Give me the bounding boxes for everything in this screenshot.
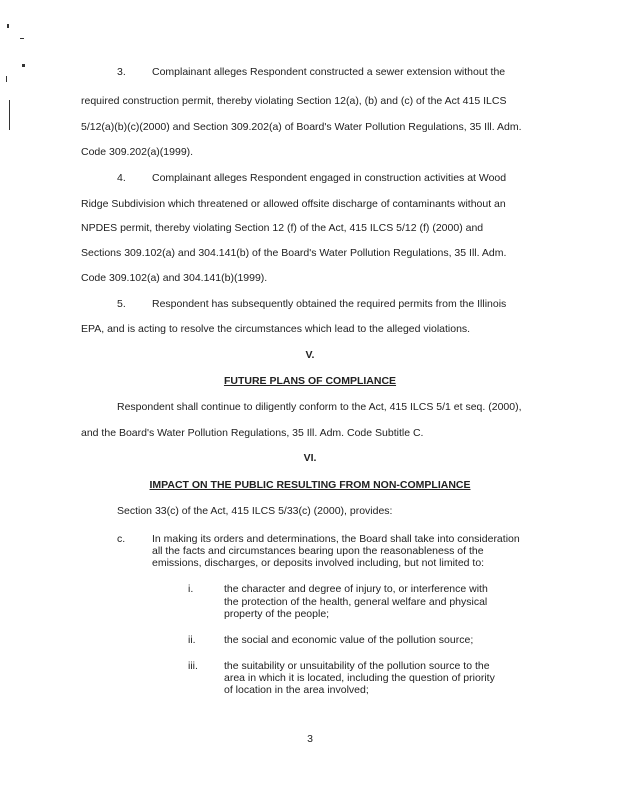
scan-mark [22, 64, 25, 67]
list-item-line: area in which it is located, including the question of priority [224, 672, 495, 684]
paragraph-number: 4. [117, 172, 126, 184]
paragraph-line: Code 309.102(a) and 304.141(b)(1999). [81, 272, 268, 284]
quote-line: In making its orders and determinations, the Board shall take into consideration [152, 533, 520, 545]
paragraph-line: Complainant alleges Respondent constructed a sewer extension without the [152, 66, 506, 78]
section-intro: Section 33(c) of the Act, 415 ILCS 5/33(c) (2000), provides: [117, 505, 393, 517]
paragraph-line: Respondent shall continue to diligently conform to the Act, 415 ILCS 5/1 et seq. (2000), [117, 401, 522, 413]
list-item-line: the suitability or unsuitability of the pollution source to the [224, 660, 490, 672]
paragraph-number: 5. [117, 298, 126, 310]
paragraph-line: NPDES permit, thereby violating Section 12 (f) of the Act, 415 ILCS 5/12 (f) (2000) and [81, 222, 484, 234]
scan-mark [7, 24, 9, 28]
list-item-number: ii. [188, 634, 196, 646]
paragraph-line: Respondent has subsequently obtained the required permits from the Illinois [152, 298, 507, 310]
section-heading: IMPACT ON THE PUBLIC RESULTING FROM NON-COMPLIANCE [149, 479, 471, 491]
paragraph-line: 5/12(a)(b)(c)(2000) and Section 309.202(a) of Board's Water Pollution Regulations, 35 Ill. Adm. [81, 121, 522, 133]
paragraph-line: Sections 309.102(a) and 304.141(b) of the Board's Water Pollution Regulations, 35 Ill. Adm. [81, 247, 507, 259]
paragraph-number: 3. [117, 66, 126, 78]
section-heading: FUTURE PLANS OF COMPLIANCE [223, 375, 397, 387]
list-item-number: iii. [188, 660, 198, 672]
paragraph-line: Complainant alleges Respondent engaged in construction activities at Wood [152, 172, 507, 184]
list-item-line: the social and economic value of the pollution source; [224, 634, 474, 646]
scan-mark [20, 38, 24, 39]
quote-label: c. [117, 533, 126, 545]
quote-line: all the facts and circumstances bearing upon the reasonableness of the [152, 545, 484, 557]
paragraph-line: Code 309.202(a)(1999). [81, 146, 194, 158]
list-item-number: i. [188, 583, 194, 595]
page-number: 3 [307, 733, 313, 745]
list-item-line: property of the people; [224, 608, 330, 620]
paragraph-line: Ridge Subdivision which threatened or allowed offsite discharge of contaminants without an [81, 198, 506, 210]
section-numeral: V. [305, 349, 315, 361]
list-item-line: the character and degree of injury to, or interference with [224, 583, 488, 595]
list-item-line: of location in the area involved; [224, 684, 369, 696]
list-item-line: the protection of the health, general welfare and physical [224, 596, 488, 608]
section-numeral: VI. [303, 452, 317, 464]
scan-mark [9, 100, 10, 130]
quote-line: emissions, discharges, or deposits involved including, but not limited to: [152, 557, 485, 569]
paragraph-line: EPA, and is acting to resolve the circumstances which lead to the alleged violations. [81, 323, 471, 335]
scan-mark [6, 76, 7, 82]
paragraph-line: required construction permit, thereby violating Section 12(a), (b) and (c) of the Act 415 ILCS [81, 95, 507, 107]
paragraph-line: and the Board's Water Pollution Regulations, 35 Ill. Adm. Code Subtitle C. [81, 427, 424, 439]
